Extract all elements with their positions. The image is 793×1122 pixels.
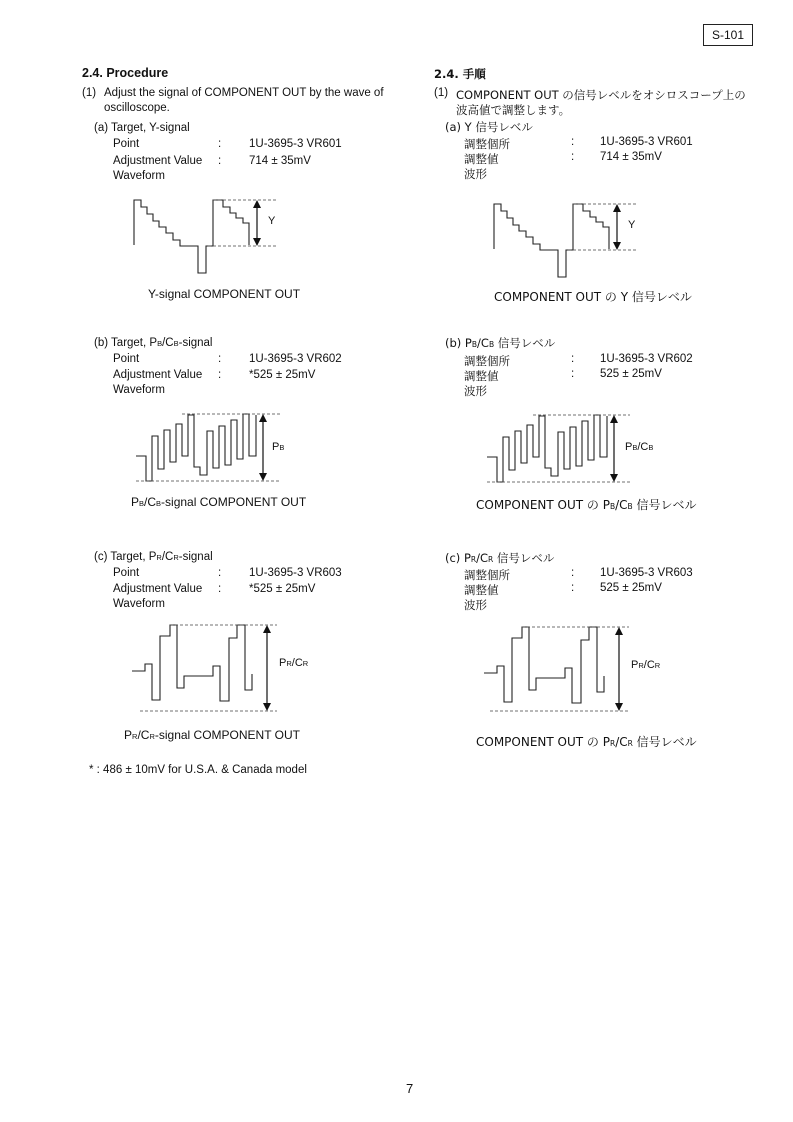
colon: : bbox=[571, 582, 575, 594]
intro-line1-ja: COMPONENT OUT の信号レベルをオシロスコープ上の bbox=[456, 88, 746, 102]
label-waveform-a-en: Waveform bbox=[113, 170, 165, 182]
point-a-value-ja: 1U-3695-3 VR601 bbox=[600, 136, 693, 148]
label-point-b-ja: 調整個所 bbox=[464, 354, 510, 368]
adjust-a-value-ja: 714 ± 35mV bbox=[600, 151, 662, 163]
point-c-value-en: 1U-3695-3 VR603 bbox=[249, 567, 342, 579]
waveform-pbcb-label-ja: PB/CB bbox=[625, 441, 654, 453]
target-b-title-en: (b) Target, PB/CB-signal bbox=[94, 337, 213, 349]
target-a-title-ja: (a) Y 信号レベル bbox=[445, 120, 533, 134]
colon: : bbox=[218, 353, 222, 365]
adjust-b-value-en: *525 ± 25mV bbox=[249, 369, 316, 381]
waveform-pb-label-en: PB bbox=[272, 441, 285, 453]
label-waveform-c-en: Waveform bbox=[113, 598, 165, 610]
target-a-title-en: (a) Target, Y-signal bbox=[94, 122, 190, 134]
step-number-ja: (1) bbox=[434, 87, 449, 99]
label-adjust-a-en: Adjustment Value bbox=[113, 155, 203, 167]
colon: : bbox=[571, 567, 575, 579]
colon: : bbox=[218, 155, 222, 167]
target-b-title-ja: (b) PB/CB 信号レベル bbox=[445, 336, 556, 350]
step-number-en: (1) bbox=[82, 87, 97, 99]
intro-line2-ja: 波高値で調整します。 bbox=[456, 103, 571, 117]
footnote: * : 486 ± 10mV for U.S.A. & Canada model bbox=[89, 764, 307, 776]
label-waveform-a-ja: 波形 bbox=[464, 167, 487, 181]
caption-a-ja: COMPONENT OUT の Y 信号レベル bbox=[494, 290, 692, 304]
caption-b-ja: COMPONENT OUT の PB/CB 信号レベル bbox=[476, 498, 697, 512]
label-point-c-en: Point bbox=[113, 567, 140, 579]
label-adjust-c-ja: 調整値 bbox=[464, 583, 499, 597]
label-adjust-b-ja: 調整値 bbox=[464, 369, 499, 383]
waveform-y-label-ja: Y bbox=[628, 219, 636, 231]
point-b-value-ja: 1U-3695-3 VR602 bbox=[600, 353, 693, 365]
label-point-a-en: Point bbox=[113, 138, 140, 150]
colon: : bbox=[218, 583, 222, 595]
page-id-box: S-101 bbox=[703, 24, 753, 46]
label-waveform-b-en: Waveform bbox=[113, 384, 165, 396]
label-point-a-ja: 調整個所 bbox=[464, 137, 510, 151]
target-c-title-ja: (c) PR/CR 信号レベル bbox=[445, 551, 555, 565]
label-adjust-c-en: Adjustment Value bbox=[113, 583, 203, 595]
colon: : bbox=[218, 567, 222, 579]
section-heading-ja: 2.4. 手順 bbox=[434, 67, 486, 81]
colon: : bbox=[571, 353, 575, 365]
label-waveform-c-ja: 波形 bbox=[464, 598, 487, 612]
caption-b-en: PB/CB-signal COMPONENT OUT bbox=[131, 495, 307, 509]
waveform-prcr-label-ja: PR/CR bbox=[631, 659, 661, 671]
label-waveform-b-ja: 波形 bbox=[464, 384, 487, 398]
label-point-b-en: Point bbox=[113, 353, 140, 365]
colon: : bbox=[571, 151, 575, 163]
target-c-title-en: (c) Target, PR/CR-signal bbox=[94, 551, 213, 563]
waveform-prcr-label-en: PR/CR bbox=[279, 657, 309, 669]
colon: : bbox=[218, 369, 222, 381]
section-heading-en: 2.4. Procedure bbox=[82, 66, 169, 80]
point-b-value-en: 1U-3695-3 VR602 bbox=[249, 353, 342, 365]
colon: : bbox=[218, 138, 222, 150]
adjust-c-value-en: *525 ± 25mV bbox=[249, 583, 316, 595]
adjust-c-value-ja: 525 ± 25mV bbox=[600, 582, 662, 594]
caption-c-en: PR/CR-signal COMPONENT OUT bbox=[124, 728, 300, 742]
waveform-y-label-en: Y bbox=[268, 215, 276, 227]
point-c-value-ja: 1U-3695-3 VR603 bbox=[600, 567, 693, 579]
label-point-c-ja: 調整個所 bbox=[464, 568, 510, 582]
intro-line1-en: Adjust the signal of COMPONENT OUT by the wave of bbox=[104, 87, 384, 99]
colon: : bbox=[571, 368, 575, 380]
label-adjust-b-en: Adjustment Value bbox=[113, 369, 203, 381]
adjust-a-value-en: 714 ± 35mV bbox=[249, 155, 311, 167]
adjust-b-value-ja: 525 ± 25mV bbox=[600, 368, 662, 380]
caption-a-en: Y-signal COMPONENT OUT bbox=[148, 287, 301, 301]
label-adjust-a-ja: 調整値 bbox=[464, 152, 499, 166]
page-number: 7 bbox=[406, 1081, 414, 1096]
point-a-value-en: 1U-3695-3 VR601 bbox=[249, 138, 342, 150]
caption-c-ja: COMPONENT OUT の PR/CR 信号レベル bbox=[476, 735, 697, 749]
colon: : bbox=[571, 136, 575, 148]
intro-line2-en: oscilloscope. bbox=[104, 102, 170, 114]
